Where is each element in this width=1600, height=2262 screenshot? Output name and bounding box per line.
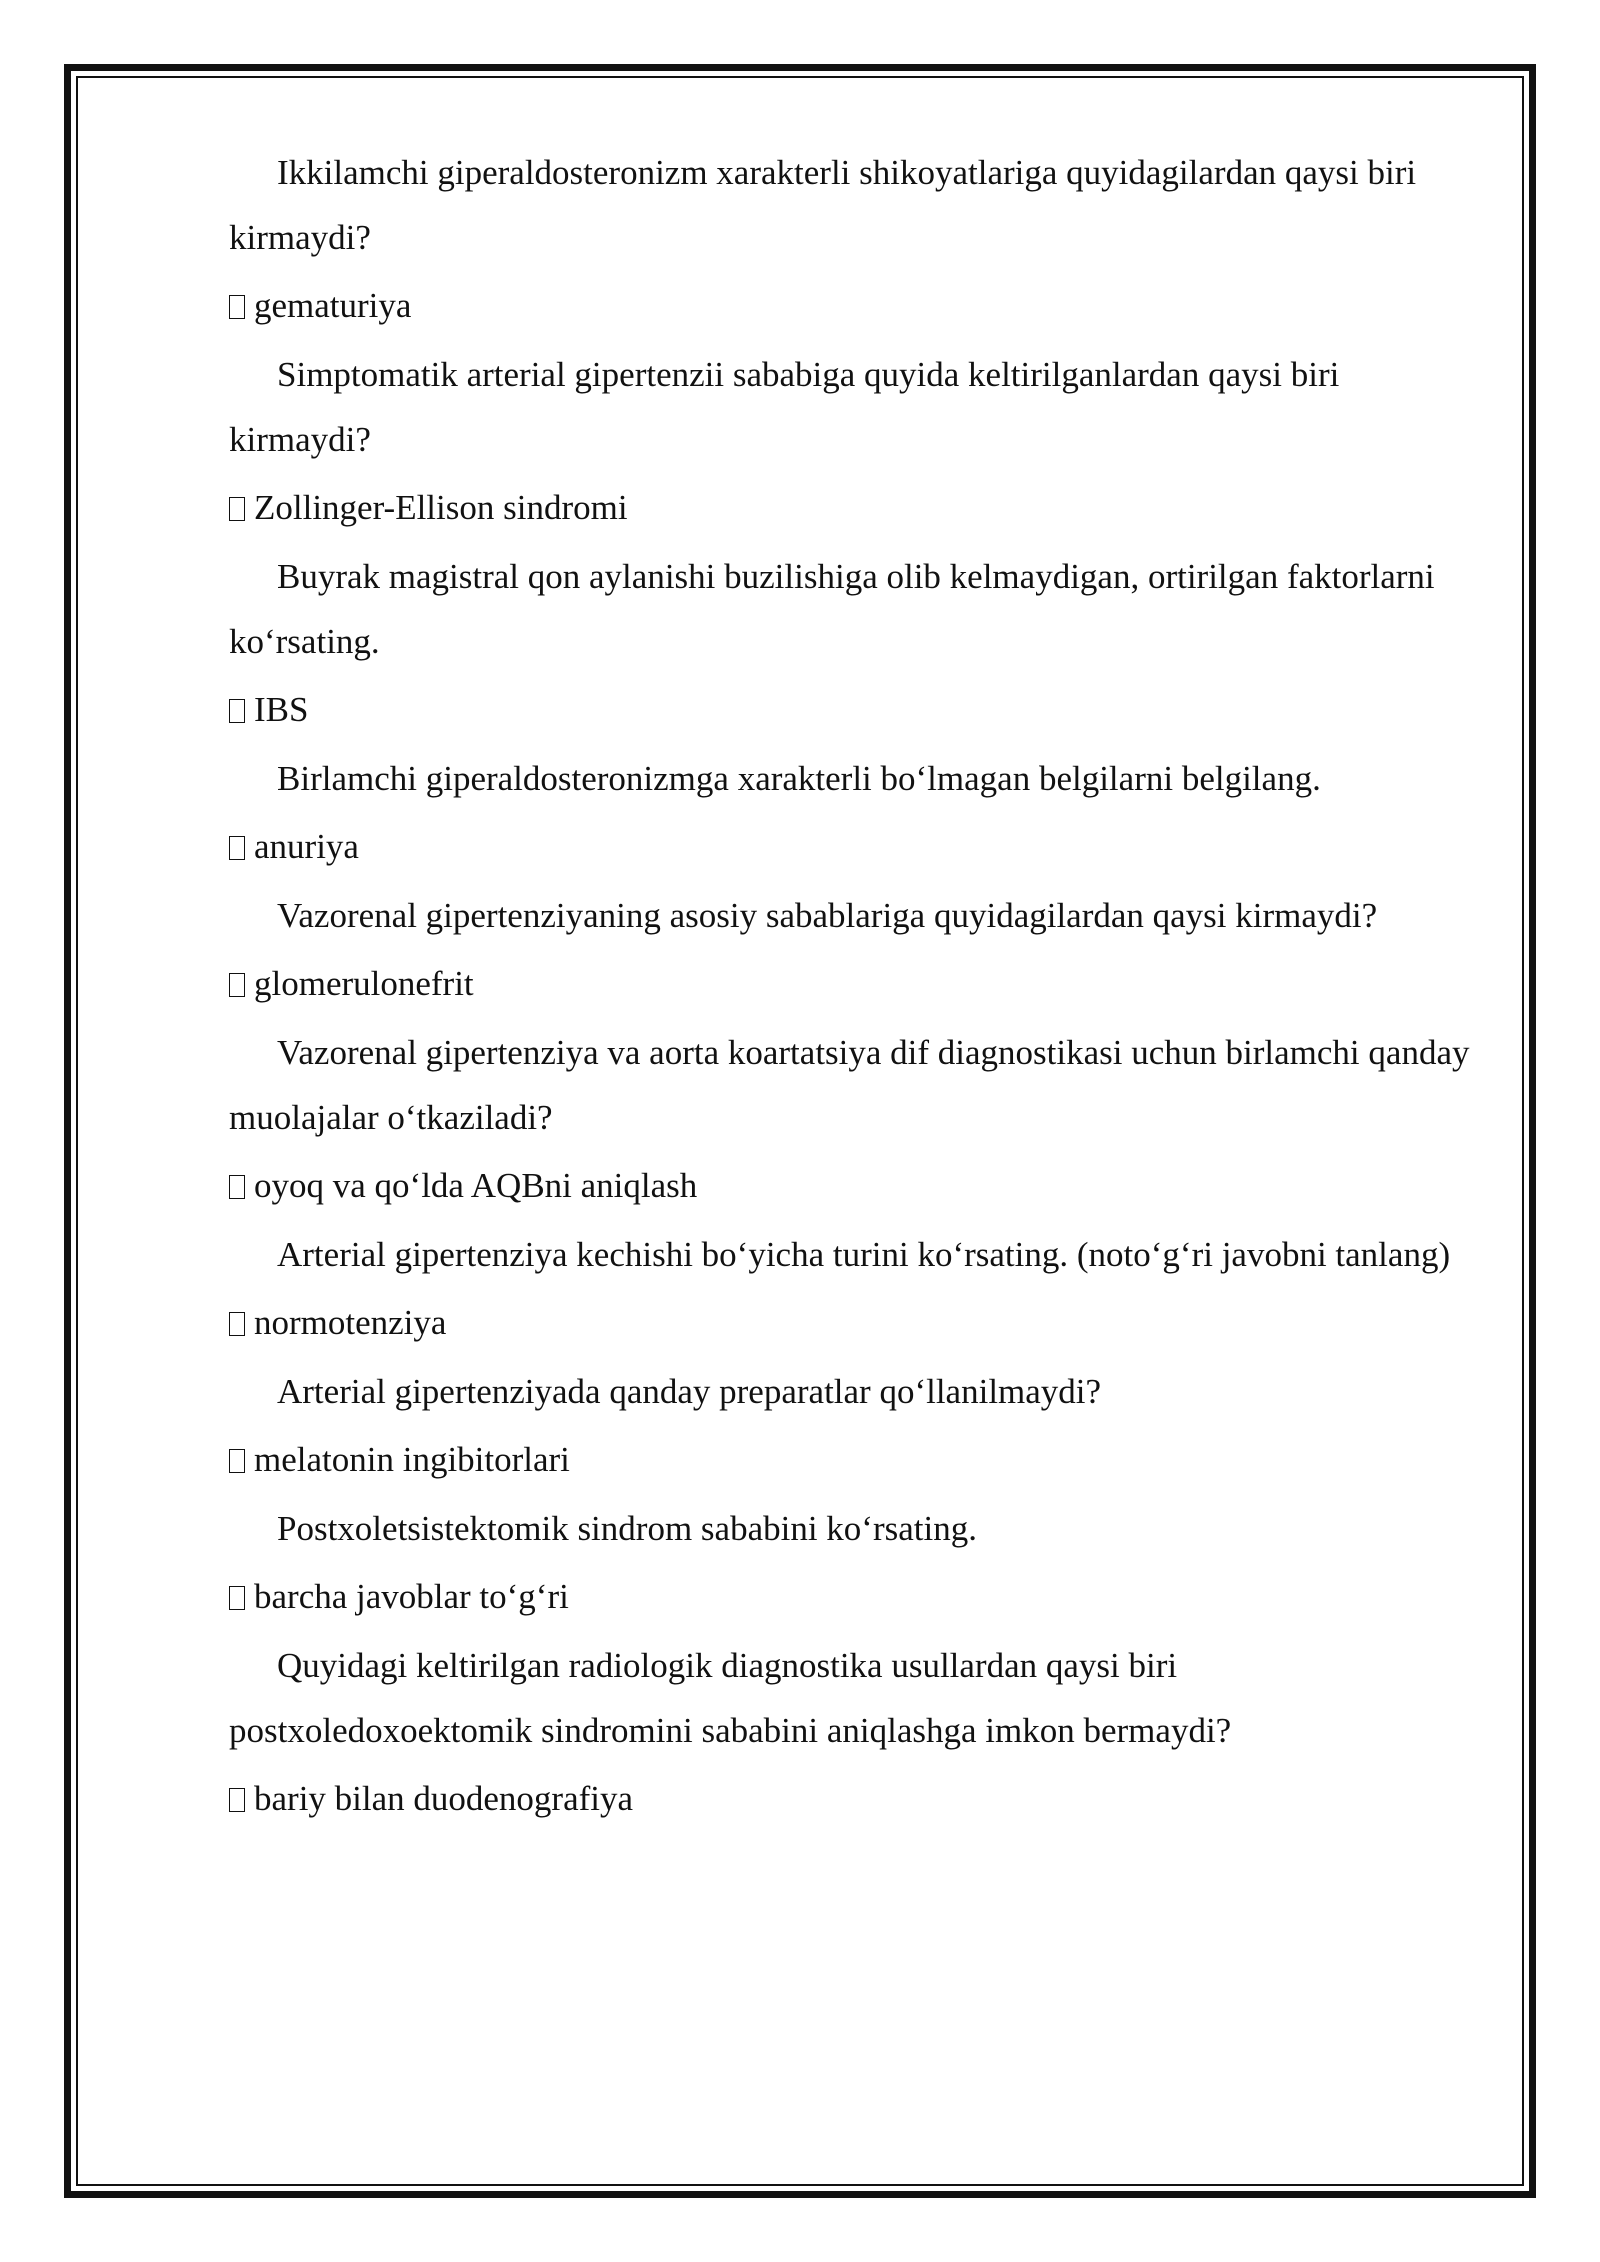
document-body [229, 140, 1479, 1835]
answer-text: bariy bilan duodenografiya [254, 1779, 634, 1818]
answer-text: barcha javoblar to‘g‘ri [254, 1577, 569, 1616]
answer-text: melatonin ingibitorlari [254, 1440, 570, 1479]
question-5: Vazorenal gipertenziyaning asosiy sabablariga quyidagilardan qaysi kirmaydi? [277, 896, 1378, 935]
answer-marker-icon [229, 1175, 245, 1199]
answer-text: normotenziya [254, 1303, 447, 1342]
question-1: Ikkilamchi giperaldosteronizm xarakterli shikoyatlariga quyidagilardan qaysi biri kirmaydi? [229, 153, 1417, 257]
question-2: Simptomatik arterial gipertenzii sababiga quyida keltirilganlardan qaysi biri kirmaydi? [229, 355, 1340, 459]
answer-marker-icon [229, 497, 245, 521]
answer-marker-icon [229, 973, 245, 997]
answer-7 [229, 1287, 1479, 1359]
answer-marker-icon [229, 836, 245, 860]
answer-marker-icon [229, 1449, 245, 1473]
question-10: Quyidagi keltirilgan radiologik diagnostika usullardan qaysi biri postxoledoxoektomik sindromini sababini aniqlashga imkon bermaydi? [229, 1646, 1232, 1750]
question-7: Arterial gipertenziya kechishi bo‘yicha turini ko‘rsating. (noto‘g‘ri javobni tanlang) [277, 1235, 1451, 1274]
answer-text: gematuriya [254, 286, 412, 325]
answer-text: Zollinger-Ellison sindromi [254, 488, 628, 527]
answer-8 [229, 1424, 1479, 1496]
question-8: Arterial gipertenziyada qanday preparatlar qo‘llanilmaydi? [277, 1372, 1102, 1411]
answer-marker-icon [229, 1586, 245, 1610]
answer-text: glomerulonefrit [254, 964, 474, 1003]
question-3: Buyrak magistral qon aylanishi buzilishiga olib kelmaydigan, ortirilgan faktorlarni ko‘rsating. [229, 557, 1435, 661]
answer-marker-icon [229, 1788, 245, 1812]
answer-text: anuriya [254, 827, 359, 866]
question-4: Birlamchi giperaldosteronizmga xarakterli bo‘lmagan belgilarni belgilang. [277, 759, 1321, 798]
answer-5 [229, 948, 1479, 1020]
answer-text: oyoq va qo‘lda AQBni aniqlash [254, 1166, 698, 1205]
answer-4 [229, 811, 1479, 883]
answer-1 [229, 270, 1479, 342]
answer-marker-icon [229, 1312, 245, 1336]
answer-text: IBS [254, 690, 309, 729]
question-6: Vazorenal gipertenziya va aorta koartatsiya dif diagnostikasi uchun birlamchi qanday muolajalar o‘tkaziladi? [229, 1033, 1470, 1137]
answer-marker-icon [229, 295, 245, 319]
answer-6 [229, 1150, 1479, 1222]
answer-9 [229, 1561, 1479, 1633]
answer-3 [229, 674, 1479, 746]
answer-10 [229, 1763, 1479, 1835]
answer-2 [229, 472, 1479, 544]
question-9: Postxoletsistektomik sindrom sababini ko‘rsating. [277, 1509, 977, 1548]
answer-marker-icon [229, 699, 245, 723]
